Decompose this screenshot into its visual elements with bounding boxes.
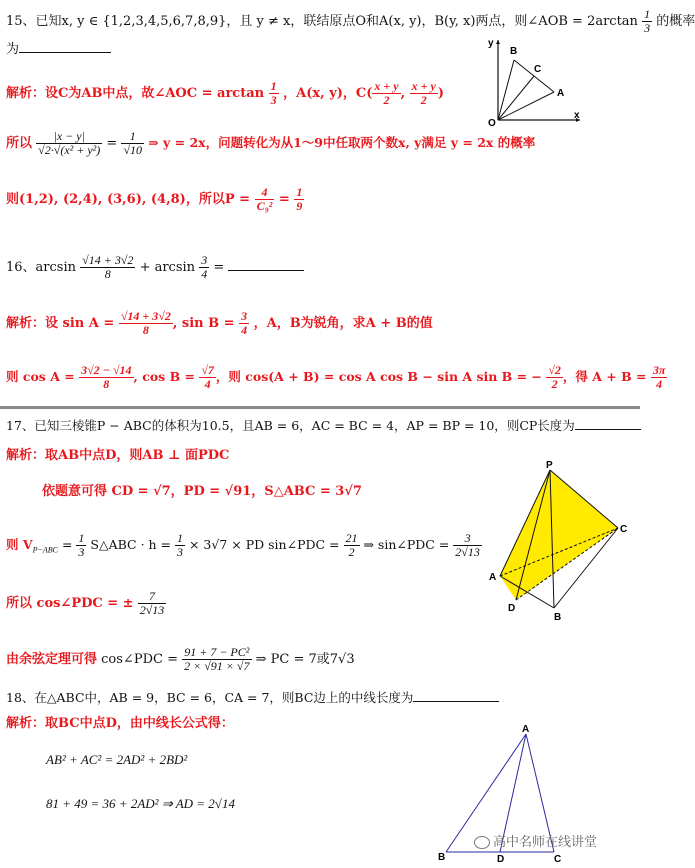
- analysis-label: 解析：: [6, 448, 46, 463]
- frac-den: √10: [123, 143, 143, 157]
- so-a: 所以 cos∠PDC = ±: [6, 596, 134, 611]
- wechat-icon: [474, 836, 490, 849]
- q15-stem-line2-text: 为: [6, 42, 20, 57]
- answer-blank: [413, 701, 499, 702]
- analysis-c: ，A，B为锐角，求A + B的值: [253, 316, 433, 331]
- label-c: C: [620, 524, 628, 535]
- frac-num: 1: [177, 531, 183, 545]
- q17-so: [6, 590, 166, 617]
- label-d: D: [508, 603, 516, 614]
- frac-den: 8: [103, 377, 110, 391]
- frac-num: √14 + 3√2: [82, 253, 134, 267]
- q16-analysis: [6, 310, 433, 337]
- q18-stem-text: 18、在△ABC中，AB = 9，BC = 6，CA = 7，则BC边上的中线长度为: [6, 690, 414, 705]
- q15-stem-text: 15、已知x, y ∈ {1,2,3,4,5,6,7,8,9}，且 y ≠ x，联结原点O和A(x, y)，B(y, x)两点，则∠AOB = 2arctan: [6, 14, 638, 29]
- frac-num: |x − y|: [36, 130, 102, 144]
- frac: [36, 130, 102, 157]
- frac-den: 2: [383, 93, 390, 107]
- vol-e: ⇒ sin∠PDC =: [363, 537, 450, 552]
- section-divider: [0, 406, 640, 409]
- q15-stem-frac: [642, 8, 652, 35]
- frac-num: 1: [121, 130, 144, 144]
- frac-den: 2: [420, 93, 427, 107]
- analysis-text-b: ，A(x, y)，C(: [283, 86, 373, 101]
- frac: [80, 254, 135, 281]
- answer-blank: [575, 429, 641, 430]
- q16-stem: [6, 254, 304, 281]
- frac: [269, 80, 279, 107]
- q17-stem: [6, 418, 641, 434]
- frac-den: 2√13: [139, 603, 165, 617]
- frac-num: 3: [201, 253, 208, 267]
- q18-analysis: [6, 716, 234, 732]
- frac-den: 4: [201, 267, 208, 281]
- answer-blank: [19, 52, 111, 53]
- watermark-text: 高中名师在线讲堂: [493, 835, 598, 850]
- frac-den: 2: [551, 377, 558, 391]
- q15-stem-tail: 的概率: [656, 14, 695, 29]
- q17-stem-text: 17、已知三棱锥P − ABC的体积为10.5，且AB = 6，AC = BC = 4，AP = BP = 10，则CP长度为: [6, 418, 575, 433]
- eq: =: [106, 136, 118, 151]
- q16-stem-a: 16、arcsin: [6, 260, 76, 275]
- eq2-text: 81 + 49 = 36 + 2AD² ⇒ AD = 2√14: [46, 796, 235, 811]
- vol-a: 则 V: [6, 537, 33, 552]
- frac-den: 4: [656, 377, 663, 391]
- so-tail: ⇒ y = 2x，问题转化为从1～9中任取两个数x, y满足 y = 2x 的概率: [148, 135, 536, 150]
- q18-stem: [6, 690, 499, 706]
- frac-num: 1: [78, 531, 85, 545]
- frac-num: √2: [548, 363, 561, 377]
- frac: [175, 532, 185, 559]
- analysis-label: 解析：: [6, 86, 46, 101]
- frac: [76, 532, 86, 559]
- frac: [79, 364, 133, 391]
- q15-analysis: 解析：设C为AB中点，故∠AOC = arctan $\frac{1}{3}$ ，A(x, y)，C( $\frac{x + y}{2}$ , $\frac{x + y}{2}$ ): [6, 79, 444, 107]
- analysis-b: , sin B =: [172, 316, 235, 331]
- frac: [294, 186, 304, 213]
- q15-stem: [6, 8, 695, 35]
- frac-num: 1: [270, 79, 277, 93]
- frac-num: 3√2 − √14: [81, 363, 132, 377]
- frac-num: 91 + 7 − PC²: [182, 646, 251, 660]
- frac-den: √2·√(x² + y²): [38, 143, 101, 157]
- frac-num: √7: [201, 363, 214, 377]
- analysis-a: 设 sin A =: [45, 316, 115, 331]
- frac: [138, 590, 167, 617]
- analysis-text: 取AB中点D，则AB ⊥ 面PDC: [45, 448, 230, 463]
- analysis-text: 设C为AB中点，故∠AOC = arctan: [45, 86, 265, 101]
- frac-num: 3: [453, 532, 482, 546]
- cos-a: cos∠PDC =: [101, 652, 178, 667]
- label-d: D: [497, 854, 505, 865]
- given-text: 依题意可得 CD = √7，PD = √91，S△ABC = 3√7: [42, 484, 362, 499]
- frac: [344, 532, 360, 559]
- then-a: 则 cos A =: [6, 369, 75, 384]
- oa-line: [498, 92, 554, 120]
- frac: [651, 364, 668, 391]
- q16-stem-c: =: [213, 260, 225, 275]
- analysis-label: 解析：: [6, 316, 46, 331]
- label-c: C: [554, 854, 562, 865]
- then-c: ，则 cos(A + B) = cos A cos B − sin A sin B = −: [215, 369, 542, 384]
- label-c: C: [534, 64, 542, 75]
- watermark: [474, 831, 597, 850]
- q15-so: [6, 130, 535, 157]
- answer-blank: [228, 270, 304, 271]
- frac-num: 3: [241, 309, 248, 323]
- q17-cosine: [6, 646, 355, 673]
- label-a: A: [489, 572, 497, 583]
- q15-diagram: [470, 36, 585, 128]
- frac-den: 2 × √91 × √7: [184, 659, 250, 673]
- frac-den: 3: [270, 93, 277, 107]
- frac-num: √14 + 3√2: [120, 309, 171, 323]
- vol-c: S△ABC · h =: [90, 537, 172, 552]
- analysis-text-c: ): [437, 86, 444, 101]
- frac: [546, 364, 563, 391]
- frac: [239, 310, 249, 337]
- vol-sub: P−ABC: [32, 545, 58, 555]
- frac: [372, 80, 400, 107]
- frac-den: 2√13: [455, 545, 480, 559]
- frac-num: 21: [345, 531, 358, 545]
- label-b: B: [438, 852, 446, 863]
- q15-stem-line2: [6, 42, 111, 58]
- frac-den: 4: [241, 323, 248, 337]
- then-text: 则(1,2), (2,4), (3,6), (4,8)，所以P =: [6, 192, 251, 207]
- frac-den: 8: [104, 267, 111, 281]
- frac-den: 9: [296, 199, 303, 213]
- label-y: y: [488, 38, 494, 49]
- frac-num: 3π: [652, 363, 666, 377]
- q18-eq1: [46, 752, 187, 768]
- q15-then: [6, 186, 304, 213]
- frac: [199, 254, 209, 281]
- q17-analysis: [6, 448, 229, 464]
- then-d: ，得 A + B =: [562, 369, 647, 384]
- label-b: B: [554, 612, 562, 623]
- label-a: A: [522, 724, 530, 735]
- frac: [453, 532, 482, 559]
- frac-den: C₉²: [256, 199, 273, 213]
- cos-b: ⇒ PC = 7或7√3: [255, 652, 355, 667]
- frac: [121, 130, 144, 157]
- frac-num: 4: [255, 186, 275, 200]
- frac: [410, 80, 438, 107]
- then-b: , cos B =: [133, 369, 195, 384]
- frac-den: 3: [177, 545, 183, 559]
- frac-num: 1: [296, 185, 303, 199]
- frac: [119, 310, 173, 337]
- frac-num: 1: [644, 7, 651, 21]
- analysis-text: 取BC中点D，由中线长公式得：: [45, 716, 234, 731]
- frac: [255, 186, 275, 213]
- frac: [182, 646, 251, 673]
- eq: =: [278, 192, 290, 207]
- vol-d: × 3√7 × PD sin∠PDC =: [188, 537, 340, 552]
- q17-tetrahedron-diagram: [484, 460, 634, 626]
- q18-eq2: [46, 796, 235, 812]
- so-label: 所以: [6, 136, 33, 151]
- label-p: P: [546, 460, 553, 471]
- frac-num: 7: [138, 590, 167, 604]
- q17-volume: [6, 532, 482, 559]
- frac-den: 3: [644, 21, 651, 35]
- frac-num: x + y: [374, 79, 399, 93]
- cos-label: 由余弦定理可得: [6, 652, 98, 667]
- label-b: B: [510, 46, 518, 57]
- frac-den: 3: [78, 545, 85, 559]
- frac-num: x + y: [411, 79, 436, 93]
- q17-given: [42, 484, 362, 500]
- q16-stem-b: + arcsin: [139, 260, 196, 275]
- vol-b: =: [61, 537, 73, 552]
- frac-den: 8: [142, 323, 149, 337]
- frac-den: 2: [348, 545, 355, 559]
- label-o: O: [488, 118, 496, 129]
- eq1-text: AB² + AC² = 2AD² + 2BD²: [46, 752, 188, 767]
- frac-den: 4: [204, 377, 211, 391]
- label-x: x: [574, 110, 580, 121]
- q16-then: [6, 364, 667, 391]
- analysis-label: 解析：: [6, 716, 46, 731]
- label-a: A: [557, 88, 565, 99]
- frac: [199, 364, 216, 391]
